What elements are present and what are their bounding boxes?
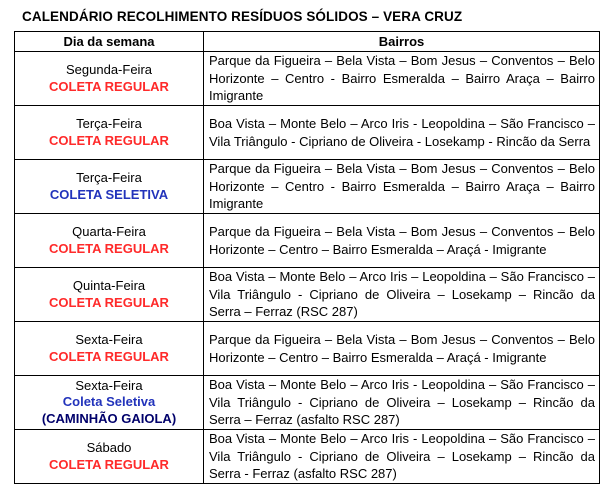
collection-type: COLETA REGULAR [49,294,169,310]
neighborhoods-cell: Parque da Figueira – Bela Vista – Bom Jesus – Conventos – Belo Horizonte – Centro - Bairro Esmeralda – Bairro Araça – Bairro Imigrante [204,52,600,106]
page-title: CALENDÁRIO RECOLHIMENTO RESÍDUOS SÓLIDOS – VERA CRUZ [22,9,463,24]
neighborhoods-cell: Boa Vista – Monte Belo – Arco Iris - Leopoldina – São Francisco – Vila Triângulo - Cipriano de Oliveira - Losekamp - Rincão da Serra [204,106,600,160]
collection-type: COLETA REGULAR [49,240,169,256]
collection-type: COLETA REGULAR [49,132,169,148]
day-name: Sábado [86,440,132,455]
table-row [15,160,600,214]
day-cell [15,106,204,160]
table-row [15,52,600,106]
schedule-table [14,31,600,484]
day-cell [15,52,204,106]
header-day: Dia da semana [15,32,204,52]
table-row [15,106,600,160]
day-name: Quarta-Feira [72,224,146,239]
day-cell [15,268,204,322]
day-cell [15,430,204,484]
table-row [15,322,600,376]
header-row [15,32,600,52]
day-name: Segunda-Feira [66,62,152,77]
collection-type: Coleta Seletiva [62,394,156,410]
header-neighborhoods: Bairros [204,32,600,52]
day-cell [15,376,204,430]
day-name: Sexta-Feira [75,332,143,347]
day-name: Terça-Feira [76,170,142,185]
table-row [15,376,600,430]
table-row [15,214,600,268]
day-name: Sexta-Feira [75,377,143,393]
table-row [15,430,600,484]
collection-type: COLETA REGULAR [49,456,169,472]
collection-type: COLETA SELETIVA [49,186,169,202]
neighborhoods-cell: Parque da Figueira – Bela Vista – Bom Jesus – Conventos – Belo Horizonte – Centro - Bairro Esmeralda – Bairro Araça – Bairro Imigrante [204,160,600,214]
day-cell [15,322,204,376]
day-cell [15,214,204,268]
collection-vehicle: (CAMINHÃO GAIOLA) [41,410,177,426]
day-name: Terça-Feira [76,116,142,131]
neighborhoods-cell: Boa Vista – Monte Belo – Arco Iris – Leopoldina – São Francisco – Vila Triângulo - Cipriano de Oliveira – Losekamp – Rincão da Serra – Ferraz (RSC 287) [204,268,600,322]
day-name: Quinta-Feira [72,278,146,293]
neighborhoods-cell: Parque da Figueira – Bela Vista – Bom Jesus – Conventos – Belo Horizonte – Centro – Bairro Esmeralda – Araçá - Imigrante [204,322,600,376]
collection-type: COLETA REGULAR [49,78,169,94]
day-cell [15,160,204,214]
collection-type: COLETA REGULAR [49,348,169,364]
table-row [15,268,600,322]
neighborhoods-cell: Parque da Figueira – Bela Vista – Bom Jesus – Conventos – Belo Horizonte – Centro – Bairro Esmeralda – Araçá - Imigrante [204,214,600,268]
neighborhoods-cell: Boa Vista – Monte Belo – Arco Iris - Leopoldina – São Francisco – Vila Triângulo - Cipriano de Oliveira – Losekamp – Rincão da Serra – Ferraz (asfalto RSC 287) [204,376,600,430]
neighborhoods-cell: Boa Vista – Monte Belo – Arco Iris - Leopoldina – São Francisco – Vila Triângulo - Cipriano de Oliveira – Losekamp – Rincão da Serra - Ferraz (asfalto RSC 287) [204,430,600,484]
